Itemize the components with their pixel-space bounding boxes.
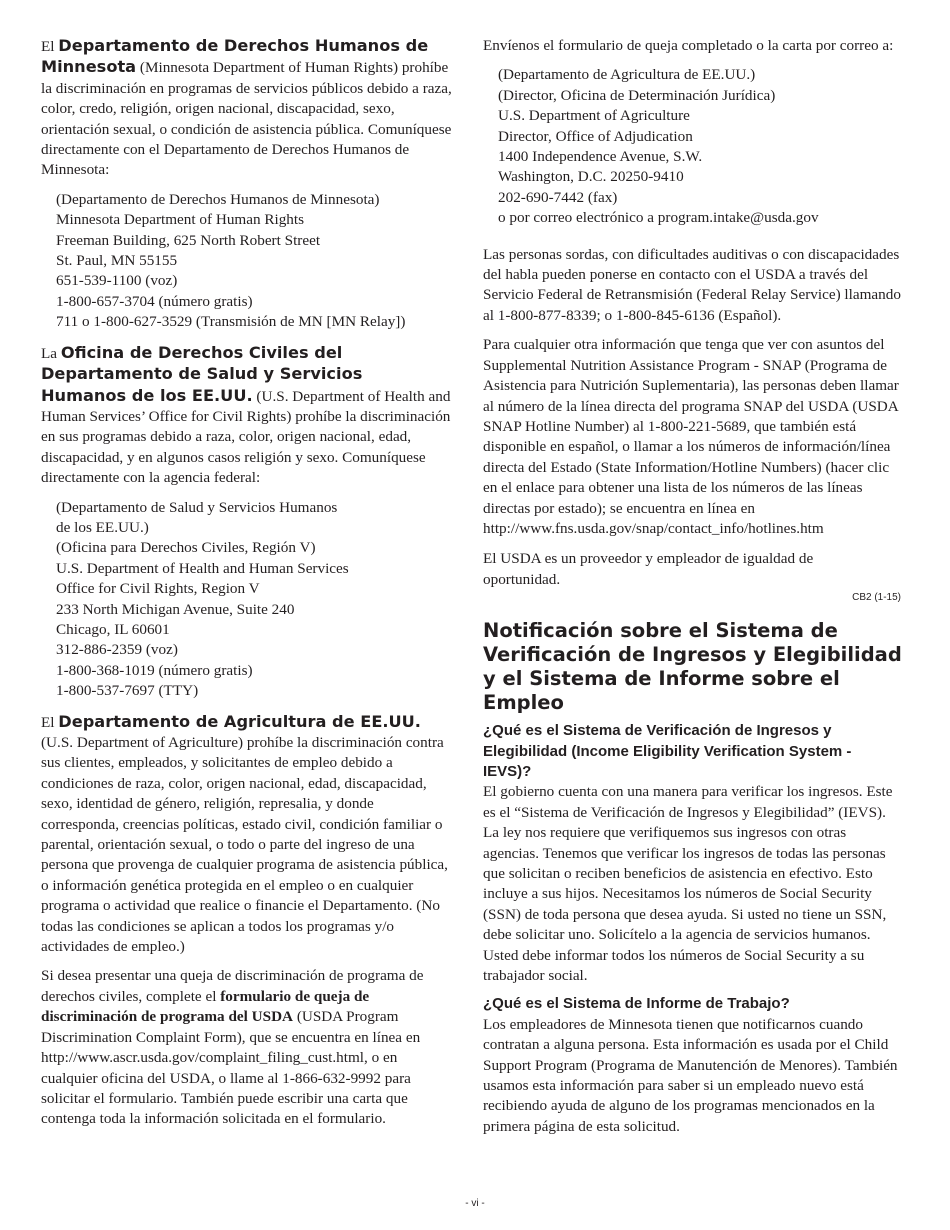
usda-paragraph (41, 712, 453, 958)
address-line: Freeman Building, 625 North Robert Street (56, 231, 321, 249)
address-line: 312-886-2359 (voz) (56, 641, 178, 659)
address-line: (Departamento de Agricultura de EE.UU.) (498, 66, 756, 84)
address-line: (Director, Oficina de Determinación Jurídica) (498, 86, 776, 104)
address-line: U.S. Department of Health and Human Services (56, 559, 349, 577)
address-line: Director, Office of Adjudication (498, 127, 693, 145)
right-column (483, 36, 903, 1145)
usda-agency-name: Departamento de Agricultura de EE.UU. (58, 711, 421, 731)
address-line: 1-800-657-3704 (número gratis) (56, 292, 253, 310)
address-line: 1400 Independence Avenue, S.W. (498, 148, 703, 166)
snap-paragraph: Para cualquier otra información que tenga que ver con asuntos del Supplemental Nutrition Assistance Program - SNAP (Programa de Asistencia para Nutrición Suplementaria), las personas deben llamar al número de la línea directa del programa SNAP del USDA (USDA SNAP Hotline Number) al 1-800-221-5689, que también está disponible en español, o llamar a los números de información/línea directa del Estado (State Information/Hotline Numbers) (hacer clic en el enlace para obtener una lista de los números de las líneas directas por estado); se encuentra en línea en http://www.fns.usda.gov/snap/contact_info/hotlines.htm (483, 336, 899, 537)
page-number: - vi - (465, 1198, 485, 1209)
hhs-agency-name: Oficina de Derechos Civiles del Departamento de Salud y Servicios Humanos de los EE.UU. (41, 342, 363, 405)
complaint-form-name: formulario de queja de discriminación de programa del USDA (41, 987, 370, 1026)
address-line: Chicago, IL 60601 (56, 620, 170, 638)
address-line: de los EE.UU.) (56, 518, 149, 536)
deaf-relay-paragraph: Las personas sordas, con dificultades auditivas o con discapacidades del habla pueden ponerse en contacto con el USDA a través del Servicio Federal de Retransmisión (Federal Relay Service) llamando al 1-800-877-8339; o 1-800-845-6136 (Español). (483, 245, 901, 324)
address-line: 233 North Michigan Avenue, Suite 240 (56, 600, 295, 618)
address-line: o por correo electrónico a program.intake@usda.gov (498, 209, 819, 227)
address-line: Minnesota Department of Human Rights (56, 211, 305, 229)
hhs-body: (U.S. Department of Health and Human Services’ Office for Civil Rights) prohíbe la discriminación en sus programas debido a raza, color, origen nacional, edad, discapacidad, y en algunos casos religión y sexo. Comuníquese directamente con la agencia federal: (41, 387, 451, 487)
mn-address (56, 190, 453, 333)
left-column (41, 36, 453, 1139)
notice-section (483, 619, 903, 1137)
ievs-question: ¿Qué es el Sistema de Verificación de Ingresos y Elegibilidad (Income Eligibility Verification System - IEVS)? (483, 722, 852, 780)
hhs-address (56, 498, 453, 702)
usda-mail-address (498, 65, 903, 228)
address-line: 711 o 1-800-627-3529 (Transmisión de MN [MN Relay]) (56, 313, 406, 331)
mn-agency-name: Departamento de Derechos Humanos de Minnesota (41, 36, 429, 77)
address-line: 1-800-537-7697 (TTY) (56, 682, 199, 700)
complaint-post: (USDA Program Discrimination Complaint Form), que se encuentra en línea en http://www.ascr.usda.gov/complaint_filing_cust.html, o en cualquier oficina del USDA, o llame al 1-866-632-9992 para solicitar el formulario. También puede escribir una carta que contenga toda la información solicitada en el formulario. (41, 1008, 421, 1128)
complaint-paragraph (41, 966, 453, 1129)
address-line: (Oficina para Derechos Civiles, Región V) (56, 539, 316, 557)
hhs-paragraph (41, 343, 453, 489)
ievs-answer: El gobierno cuenta con una manera para verificar los ingresos. Este es el “Sistema de Verificación de Ingresos y Elegibilidad” (IEVS). La ley nos requiere que verifiquemos sus ingresos con otras agencias. Tenemos que verificar los ingresos de todas las personas que solicitan o reciben beneficios de asistencia en efectivo. Esto incluye a sus hijos. Necesitamos los números de Social Security (SSN) de toda persona que desea ayuda. Si usted no tiene un SSN, debe solicitar uno. Solicítelo a la agencia de servicios humanos. Usted debe informar todos los números de Social Security a su trabajador social. (483, 783, 893, 985)
equal-opportunity: El USDA es un proveedor y empleador de igualdad de oportunidad. (483, 550, 814, 588)
address-line: 651-539-1100 (voz) (56, 272, 178, 290)
address-line: Office for Civil Rights, Region V (56, 580, 260, 598)
usda-pre: El (41, 713, 59, 731)
address-line: 1-800-368-1019 (número gratis) (56, 661, 253, 679)
mn-body: (Minnesota Department of Human Rights) prohíbe la discriminación en programas de servicios públicos debido a raza, color, credo, religión, origen nacional, discapacidad, sexo, orientación sexual, o condición de asistencia pública. Comuníquese directamente con el Departamento de Derechos Humanos de Minnesota: (41, 59, 452, 179)
complaint-pre: Si desea presentar una queja de discriminación de programa de derechos civiles, complete el (41, 967, 424, 1005)
work-report-answer: Los empleadores de Minnesota tienen que notificarnos cuando contratan a alguna persona. Esta información es usada por el Child Support Program (Programa de Manutención de Menores). También usamos esta información para saber si un empleado nuevo está recibiendo ayuda de alguno de los programas mencionados en la primera página de esta solicitud. (483, 1015, 898, 1135)
address-line: (Departamento de Salud y Servicios Humanos (56, 498, 338, 516)
hhs-pre: La (41, 344, 61, 362)
send-intro: Envíenos el formulario de queja completado o la carta por correo a: (483, 37, 894, 54)
address-line: St. Paul, MN 55155 (56, 252, 178, 270)
address-line: (Departamento de Derechos Humanos de Minnesota) (56, 190, 380, 208)
work-report-question: ¿Qué es el Sistema de Informe de Trabajo? (483, 995, 790, 1013)
mn-pre: El (41, 38, 59, 55)
address-line: Washington, D.C. 20250-9410 (498, 168, 684, 186)
form-code: CB2 (1-15) (852, 592, 901, 604)
notice-title: Notificación sobre el Sistema de Verificación de Ingresos y Elegibilidad y el Sistema de Informe sobre el Empleo (483, 619, 902, 715)
address-line: U.S. Department of Agriculture (498, 107, 690, 125)
mn-paragraph (41, 36, 453, 181)
address-line: 202-690-7442 (fax) (498, 188, 618, 206)
usda-body: (U.S. Department of Agriculture) prohíbe la discriminación contra sus clientes, empleados, y solicitantes de empleo debido a condiciones de raza, color, origen nacional, edad, discapacidad, sexo, identidad de género, religión, represalia, y donde corresponda, creencias políticas, estado civil, condición familiar o parental, orientación sexual, o todo o parte del ingreso de una persona que provenga de cualquier programa de asistencia pública, o información genética protegida en el empleo o en cualquier programa o actividad que realice o financie el Departamento. (No todas las condiciones se aplican a todos los programas y/o actividades de empleo.) (41, 734, 448, 956)
